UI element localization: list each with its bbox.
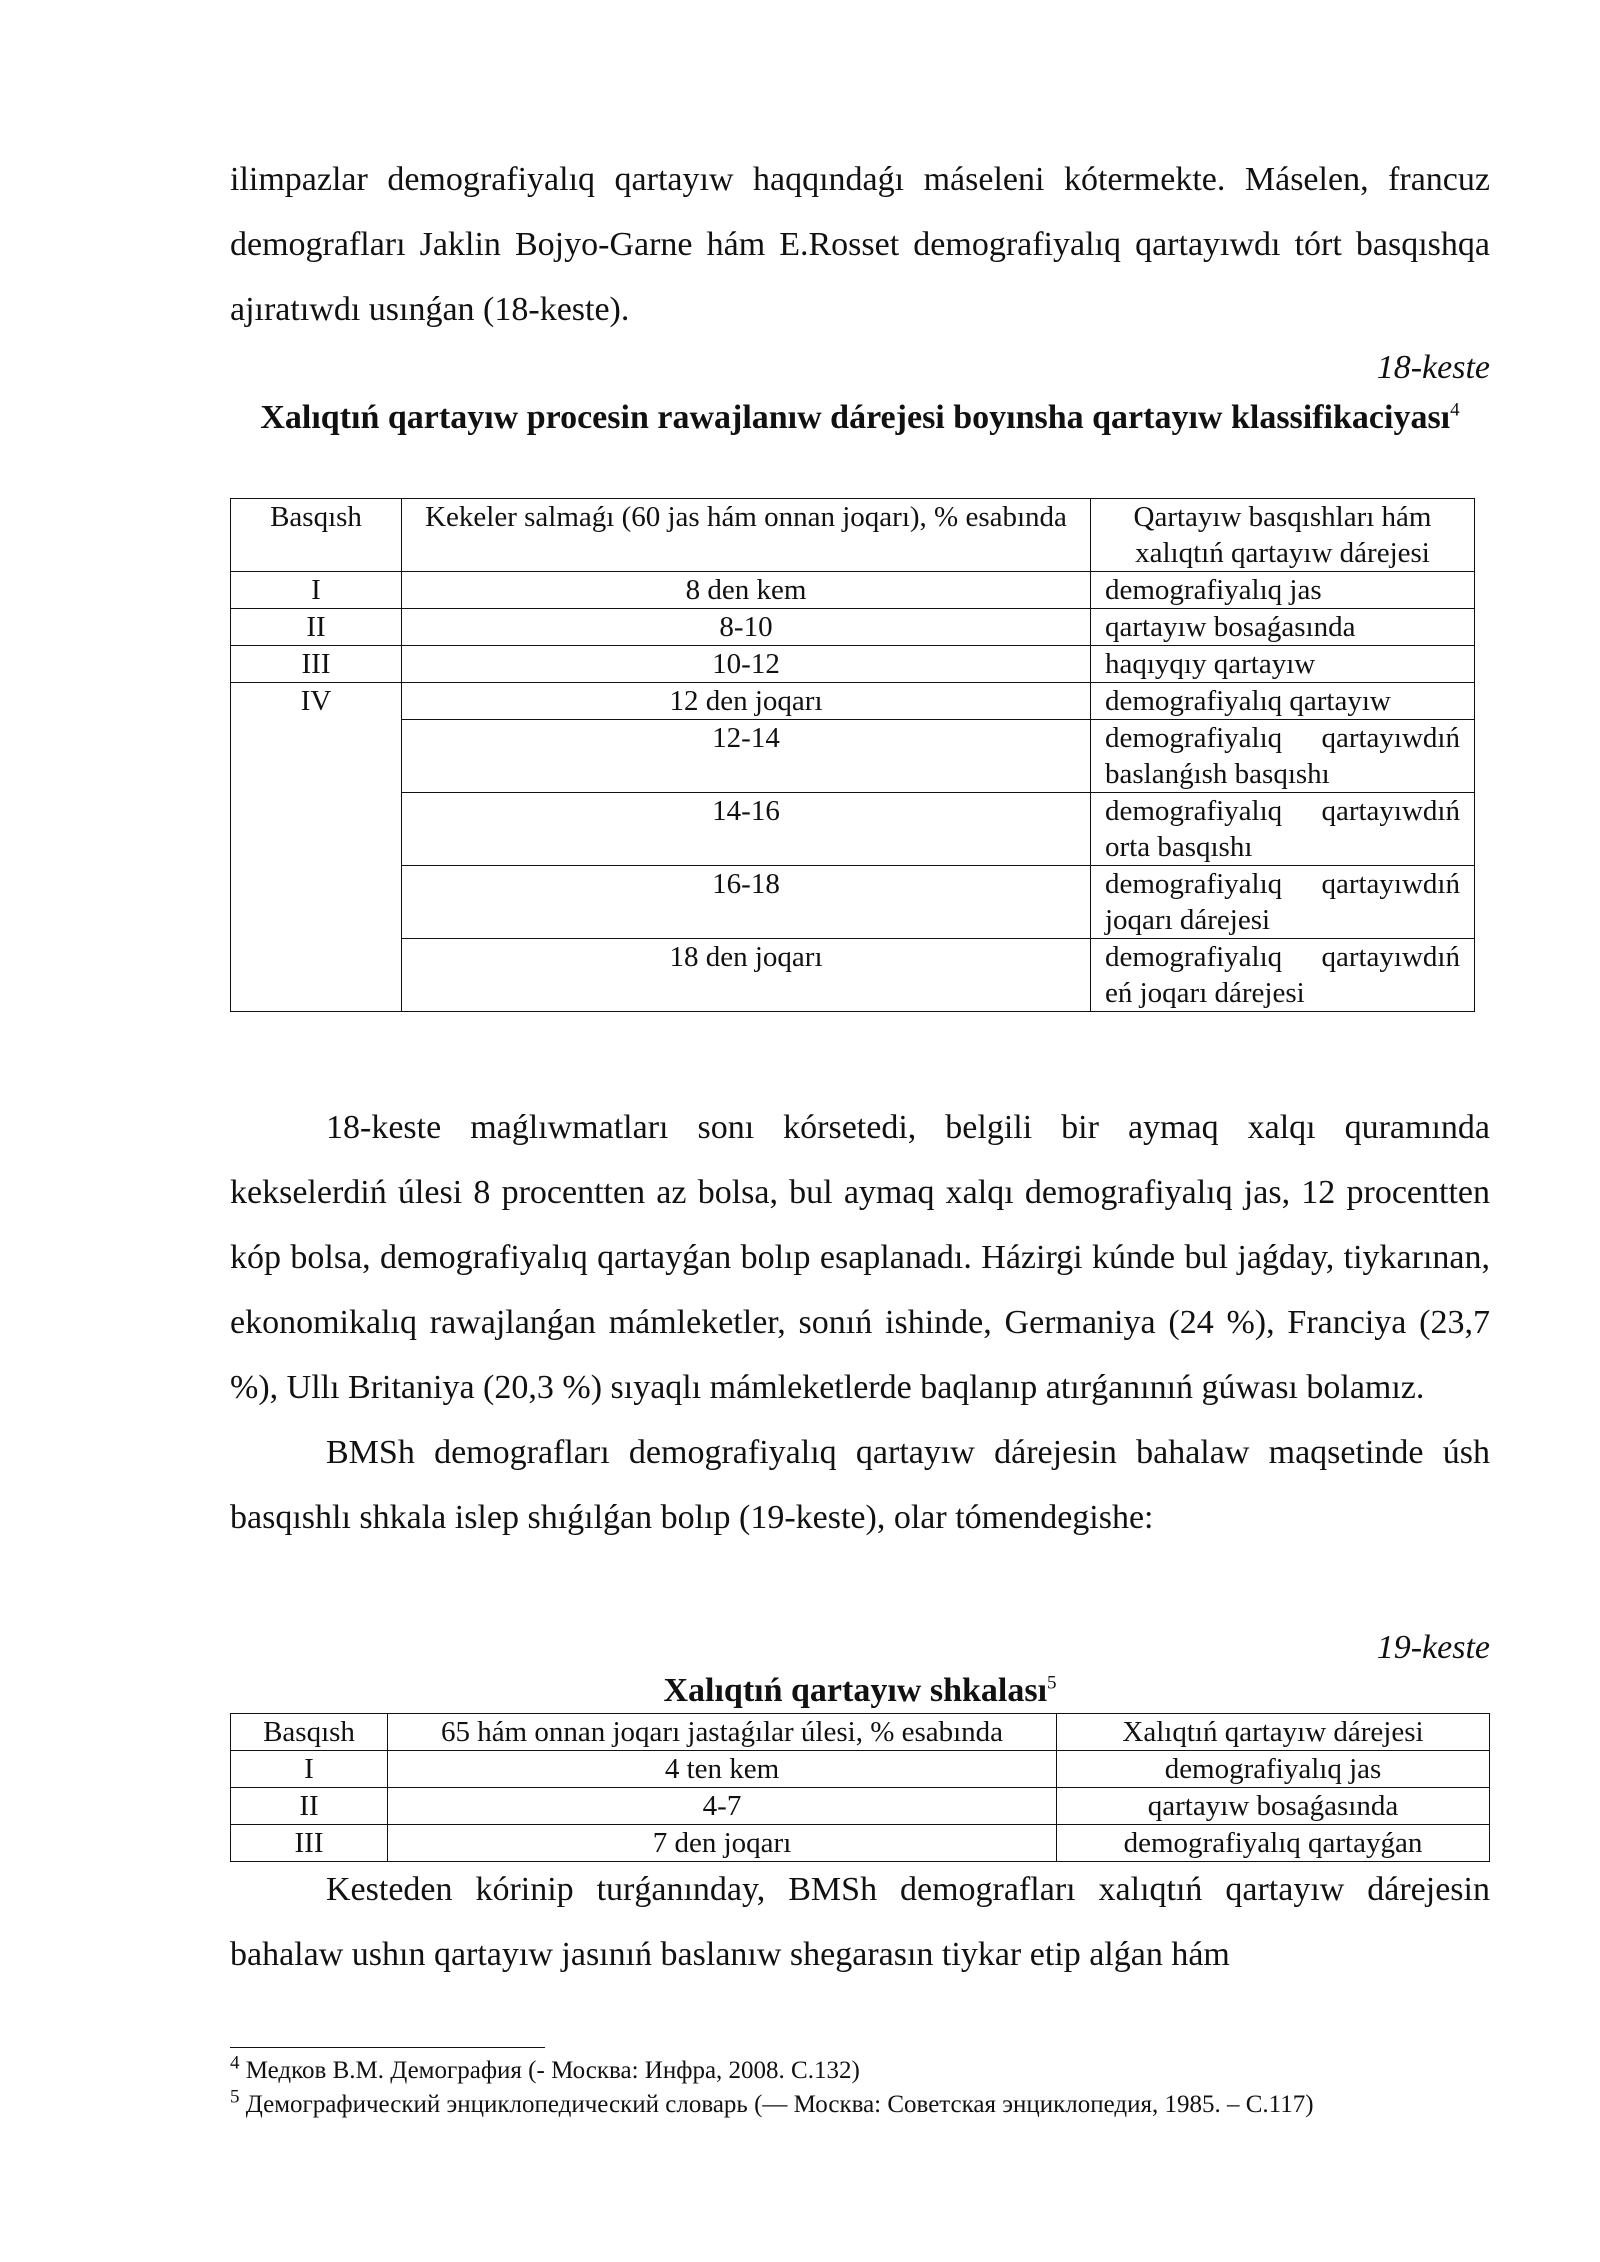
table-cell: demografiyalıq qartayıwdıń orta basqıshı <box>1091 793 1475 866</box>
table-cell: 8 den kem <box>402 572 1091 609</box>
table-cell: III <box>231 1825 388 1862</box>
table-cell: demografiyalıq qartayıwdıń baslanǵısh basqıshı <box>1091 720 1475 793</box>
table-cell: demografiyalıq jas <box>1091 572 1475 609</box>
table-row <box>231 683 1475 720</box>
table-cell: 16-18 <box>402 866 1091 939</box>
table-cell: III <box>231 646 402 683</box>
table-18-title <box>230 395 1490 441</box>
footnote-5 <box>230 2088 1314 2122</box>
footnote-text: Медков В.М. Демография (- Москва: Инфра, 2008. С.132) <box>245 2057 860 2084</box>
table-cell: II <box>231 1788 388 1825</box>
conclusion-paragraph: Kesteden kórinip turǵanınday, BMSh demografları xalıqtıń qartayıw dárejesin bahalaw ushın qartayıw jasınıń baslanıw shegarasın tiykar etip alǵan hám <box>230 1871 1490 1973</box>
table-18 <box>230 498 1475 1012</box>
table-cell: 8-10 <box>402 609 1091 646</box>
footnote-4 <box>230 2054 860 2088</box>
table-18-label: 18-keste <box>1376 349 1490 386</box>
table-row <box>231 1751 1490 1788</box>
table-18-title-text: Xalıqtıń qartayıw procesin rawajlanıw dárejesi boyınsha qartayıw klassifikaciyası <box>260 399 1451 436</box>
footnote-ref-4: 4 <box>1450 399 1460 421</box>
table-header-row <box>231 499 1475 572</box>
table-cell: 12 den joqarı <box>402 683 1091 720</box>
footnote-separator <box>230 2047 545 2048</box>
table-row <box>231 720 1475 793</box>
table-row <box>231 1788 1490 1825</box>
table-cell: 10-12 <box>402 646 1091 683</box>
table-cell: I <box>231 1751 388 1788</box>
table-cell: IV <box>231 683 402 1012</box>
table-row <box>231 646 1475 683</box>
footnote-number: 5 <box>230 2086 240 2108</box>
table-cell: demografiyalıq qartayıwdıń eń joqarı dárejesi <box>1091 939 1475 1012</box>
table-cell: 7 den joqarı <box>388 1825 1057 1862</box>
table-cell: demografiyalıq qartayıw <box>1091 683 1475 720</box>
table-row <box>231 939 1475 1012</box>
table-row <box>231 866 1475 939</box>
header-cell: Basqısh <box>231 1714 388 1751</box>
bmsh-paragraph: BMSh demografları demografiyalıq qartayıw dárejesin bahalaw maqsetinde úsh basqıshlı shkala islep shıǵılǵan bolıp (19-keste), olar tómendegishe: <box>230 1434 1490 1536</box>
table-cell: II <box>231 609 402 646</box>
analysis-paragraph: 18-keste maǵlıwmatları sonı kórsetedi, belgili bir aymaq xalqı quramında kekselerdiń úlesi 8 procentten az bolsa, bul aymaq xalqı demografiyalıq jas, 12 procentten kóp bolsa, demografiyalıq qartayǵan bolıp esaplanadı. Házirgi kúnde bul jaǵday, tiykarınan, ekonomikalıq rawajlanǵan mámleketler, sonıń ishinde, Germaniya (24 %), Franciya (23,7 %), Ullı Britaniya (20,3 %) sıyaqlı mámleketlerde baqlanıp atırǵanınıń gúwası bolamız. <box>230 1109 1490 1406</box>
table-cell: I <box>231 572 402 609</box>
table-row <box>231 1825 1490 1862</box>
table-19-title <box>230 1668 1490 1714</box>
table-cell: 18 den joqarı <box>402 939 1091 1012</box>
table-cell: qartayıw bosaǵasında <box>1057 1788 1490 1825</box>
header-cell: 65 hám onnan joqarı jastaǵılar úlesi, % esabında <box>388 1714 1057 1751</box>
table-row <box>231 609 1475 646</box>
header-cell: Xalıqtıń qartayıw dárejesi <box>1057 1714 1490 1751</box>
table-row <box>231 793 1475 866</box>
footnote-number: 4 <box>230 2052 240 2074</box>
table-cell: demografiyalıq jas <box>1057 1751 1490 1788</box>
footnote-ref-5: 5 <box>1047 1672 1057 1694</box>
table-header-row <box>231 1714 1490 1751</box>
footnote-text: Демографический энциклопедический словарь (— Москва: Советская энциклопедия, 1985. – С.117) <box>245 2091 1314 2118</box>
table-cell: 4-7 <box>388 1788 1057 1825</box>
table-cell: demografiyalıq qartayǵan <box>1057 1825 1490 1862</box>
table-cell: 4 ten kem <box>388 1751 1057 1788</box>
table-cell: 14-16 <box>402 793 1091 866</box>
table-cell: qartayıw bosaǵasında <box>1091 609 1475 646</box>
intro-paragraph: ilimpazlar demografiyalıq qartayıw haqqındaǵı máseleni kótermekte. Máselen, francuz demografları Jaklin Bojyo-Garne hám E.Rosset demografiyalıq qartayıwdı tórt basqıshqa ajıratıwdı usınǵan (18-keste). <box>230 161 1490 328</box>
table-19-label: 19-keste <box>1376 1629 1490 1666</box>
table-cell: demografiyalıq qartayıwdıń joqarı dárejesi <box>1091 866 1475 939</box>
table-cell: 12-14 <box>402 720 1091 793</box>
table-row <box>231 572 1475 609</box>
table-19 <box>230 1713 1490 1862</box>
table-cell: haqıyqıy qartayıw <box>1091 646 1475 683</box>
header-cell: Kekeler salmaǵı (60 jas hám onnan joqarı), % esabında <box>402 499 1091 572</box>
analysis-section <box>230 1095 1490 1550</box>
header-cell: Qartayıw basqıshları hám xalıqtıń qartayıw dárejesi <box>1091 499 1475 572</box>
table-19-title-text: Xalıqtıń qartayıw shkalası <box>663 1672 1048 1709</box>
header-cell: Basqısh <box>231 499 402 572</box>
